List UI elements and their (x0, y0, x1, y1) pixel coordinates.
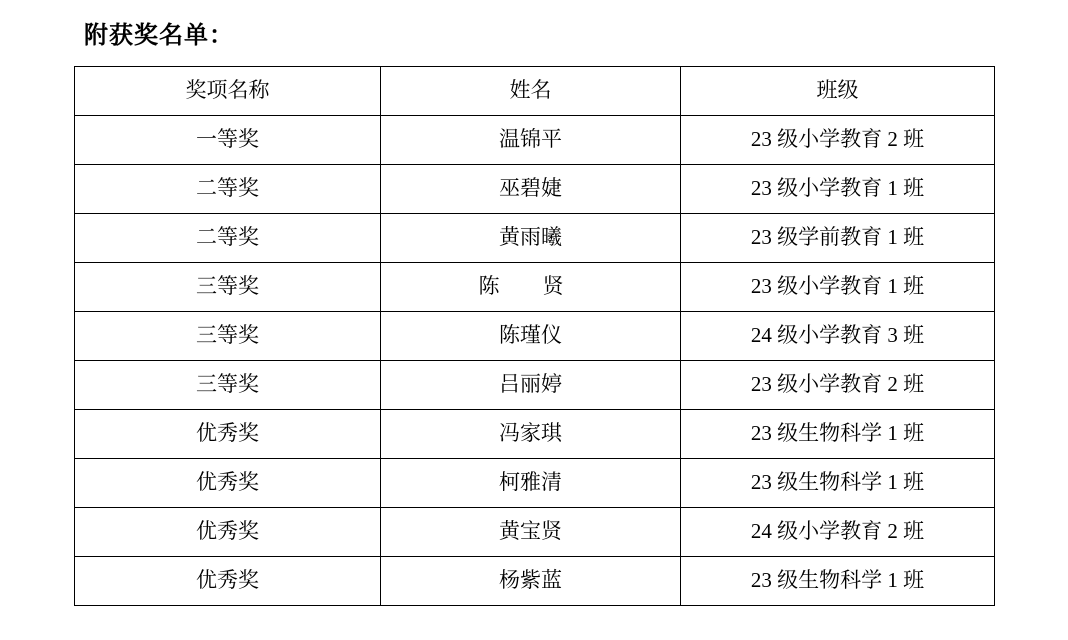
cell-award: 三等奖 (75, 263, 381, 312)
cell-award: 优秀奖 (75, 557, 381, 606)
cell-name: 柯雅清 (381, 459, 681, 508)
cell-award: 二等奖 (75, 165, 381, 214)
cell-name: 杨紫蓝 (381, 557, 681, 606)
cell-name: 陈 贤 (381, 263, 681, 312)
cell-award: 二等奖 (75, 214, 381, 263)
cell-award: 优秀奖 (75, 459, 381, 508)
cell-class: 24 级小学教育 3 班 (681, 312, 995, 361)
cell-class: 23 级小学教育 1 班 (681, 263, 995, 312)
table-row (75, 410, 995, 459)
table-header-row (75, 67, 995, 116)
cell-class: 23 级生物科学 1 班 (681, 459, 995, 508)
table-row (75, 459, 995, 508)
table-body (75, 67, 995, 606)
cell-name: 冯家琪 (381, 410, 681, 459)
table-row (75, 361, 995, 410)
cell-award: 三等奖 (75, 361, 381, 410)
table-row (75, 116, 995, 165)
page-title: 附获奖名单： (84, 23, 234, 49)
column-header-class: 班级 (681, 67, 995, 116)
cell-class: 23 级小学教育 1 班 (681, 165, 995, 214)
cell-class: 23 级学前教育 1 班 (681, 214, 995, 263)
cell-award: 一等奖 (75, 116, 381, 165)
cell-name: 黄宝贤 (381, 508, 681, 557)
cell-name: 黄雨曦 (381, 214, 681, 263)
cell-name: 陈瑾仪 (381, 312, 681, 361)
table-row (75, 165, 995, 214)
cell-name: 温锦平 (381, 116, 681, 165)
table-row (75, 312, 995, 361)
column-header-name: 姓名 (381, 67, 681, 116)
table-row (75, 508, 995, 557)
cell-award: 优秀奖 (75, 410, 381, 459)
cell-name: 巫碧婕 (381, 165, 681, 214)
cell-class: 23 级生物科学 1 班 (681, 410, 995, 459)
cell-name: 吕丽婷 (381, 361, 681, 410)
cell-award: 三等奖 (75, 312, 381, 361)
table-row (75, 214, 995, 263)
cell-class: 23 级小学教育 2 班 (681, 116, 995, 165)
cell-class: 23 级生物科学 1 班 (681, 557, 995, 606)
cell-class: 23 级小学教育 2 班 (681, 361, 995, 410)
cell-award: 优秀奖 (75, 508, 381, 557)
table-row (75, 557, 995, 606)
award-list-table (74, 66, 995, 606)
table-row (75, 263, 995, 312)
cell-class: 24 级小学教育 2 班 (681, 508, 995, 557)
column-header-award: 奖项名称 (75, 67, 381, 116)
